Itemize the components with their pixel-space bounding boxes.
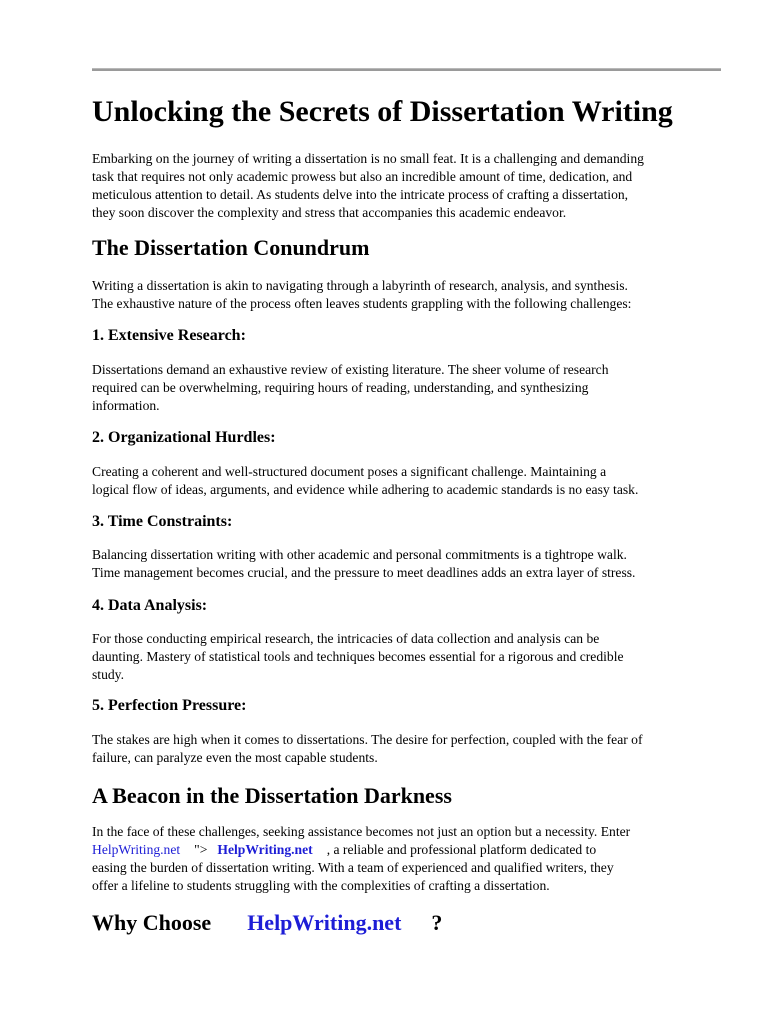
why-choose-prefix: Why Choose bbox=[92, 910, 212, 935]
helpwriting-link[interactable]: HelpWriting.net bbox=[92, 842, 181, 857]
intro-line: meticulous attention to detail. As students delve into the intricate process of crafting a dissertation, bbox=[92, 187, 629, 202]
challenge-line: information. bbox=[92, 398, 160, 413]
challenge-line: Creating a coherent and well-structured document poses a significant challenge. Maintaining a bbox=[92, 464, 607, 479]
beacon-line: offer a lifeline to students struggling with the complexities of crafting a dissertation. bbox=[92, 878, 550, 893]
challenge-heading-time: 3. Time Constraints: bbox=[92, 513, 233, 530]
why-choose-link[interactable]: HelpWriting.net bbox=[247, 910, 402, 935]
section-heading-conundrum: The Dissertation Conundrum bbox=[92, 235, 370, 260]
beacon-line-links bbox=[92, 841, 726, 859]
challenge-line: failure, can paralyze even the most capable students. bbox=[92, 750, 378, 765]
challenge-line: Dissertations demand an exhaustive review of existing literature. The sheer volume of research bbox=[92, 362, 609, 377]
challenge-heading-perfection: 5. Perfection Pressure: bbox=[92, 697, 247, 714]
top-divider bbox=[92, 68, 721, 71]
challenge-paragraph-perfection bbox=[92, 731, 726, 767]
beacon-line: easing the burden of dissertation writing. With a team of experienced and qualified writers, they bbox=[92, 860, 614, 875]
why-choose-suffix: ? bbox=[431, 910, 443, 935]
intro-paragraph bbox=[92, 150, 726, 222]
intro-line: they soon discover the complexity and stress that accompanies this academic endeavor. bbox=[92, 205, 567, 220]
challenge-line: study. bbox=[92, 667, 124, 682]
section-heading-why-choose bbox=[92, 910, 442, 936]
challenge-line: Time management becomes crucial, and the pressure to meet deadlines adds an extra layer of stress. bbox=[92, 565, 636, 580]
beacon-line-rest: , a reliable and professional platform dedicated to bbox=[326, 842, 597, 857]
beacon-paragraph bbox=[92, 823, 726, 895]
helpwriting-bold-link[interactable]: HelpWriting.net bbox=[217, 842, 313, 857]
conundrum-paragraph bbox=[92, 277, 726, 313]
challenge-line: The stakes are high when it comes to dissertations. The desire for perfection, coupled with the fear of bbox=[92, 732, 643, 747]
challenge-heading-data: 4. Data Analysis: bbox=[92, 597, 208, 614]
intro-line: Embarking on the journey of writing a dissertation is no small feat. It is a challenging and demanding bbox=[92, 151, 644, 166]
beacon-line: In the face of these challenges, seeking assistance becomes not just an option but a necessity. Enter bbox=[92, 824, 631, 839]
conundrum-line: Writing a dissertation is akin to navigating through a labyrinth of research, analysis, and synthesis. bbox=[92, 278, 628, 293]
challenge-paragraph-organization bbox=[92, 463, 726, 499]
challenge-paragraph-data bbox=[92, 630, 726, 684]
intro-line: task that requires not only academic prowess but also an incredible amount of time, dedication, and bbox=[92, 169, 633, 184]
challenge-heading-organization: 2. Organizational Hurdles: bbox=[92, 429, 276, 446]
stray-markup-text: "> bbox=[194, 842, 208, 857]
challenge-paragraph-research bbox=[92, 361, 726, 415]
conundrum-line: The exhaustive nature of the process often leaves students grappling with the following challenges: bbox=[92, 296, 632, 311]
challenge-line: daunting. Mastery of statistical tools and techniques becomes essential for a rigorous and credible bbox=[92, 649, 624, 664]
section-heading-beacon: A Beacon in the Dissertation Darkness bbox=[92, 783, 452, 808]
challenge-line: Balancing dissertation writing with other academic and personal commitments is a tightrope walk. bbox=[92, 547, 627, 562]
challenge-heading-research: 1. Extensive Research: bbox=[92, 327, 246, 344]
challenge-line: required can be overwhelming, requiring hours of reading, understanding, and synthesizing bbox=[92, 380, 589, 395]
page-title: Unlocking the Secrets of Dissertation Writing bbox=[92, 95, 673, 128]
challenge-paragraph-time bbox=[92, 546, 726, 582]
challenge-line: For those conducting empirical research, the intricacies of data collection and analysis can be bbox=[92, 631, 600, 646]
challenge-line: logical flow of ideas, arguments, and evidence while adhering to academic standards is no easy task. bbox=[92, 482, 639, 497]
